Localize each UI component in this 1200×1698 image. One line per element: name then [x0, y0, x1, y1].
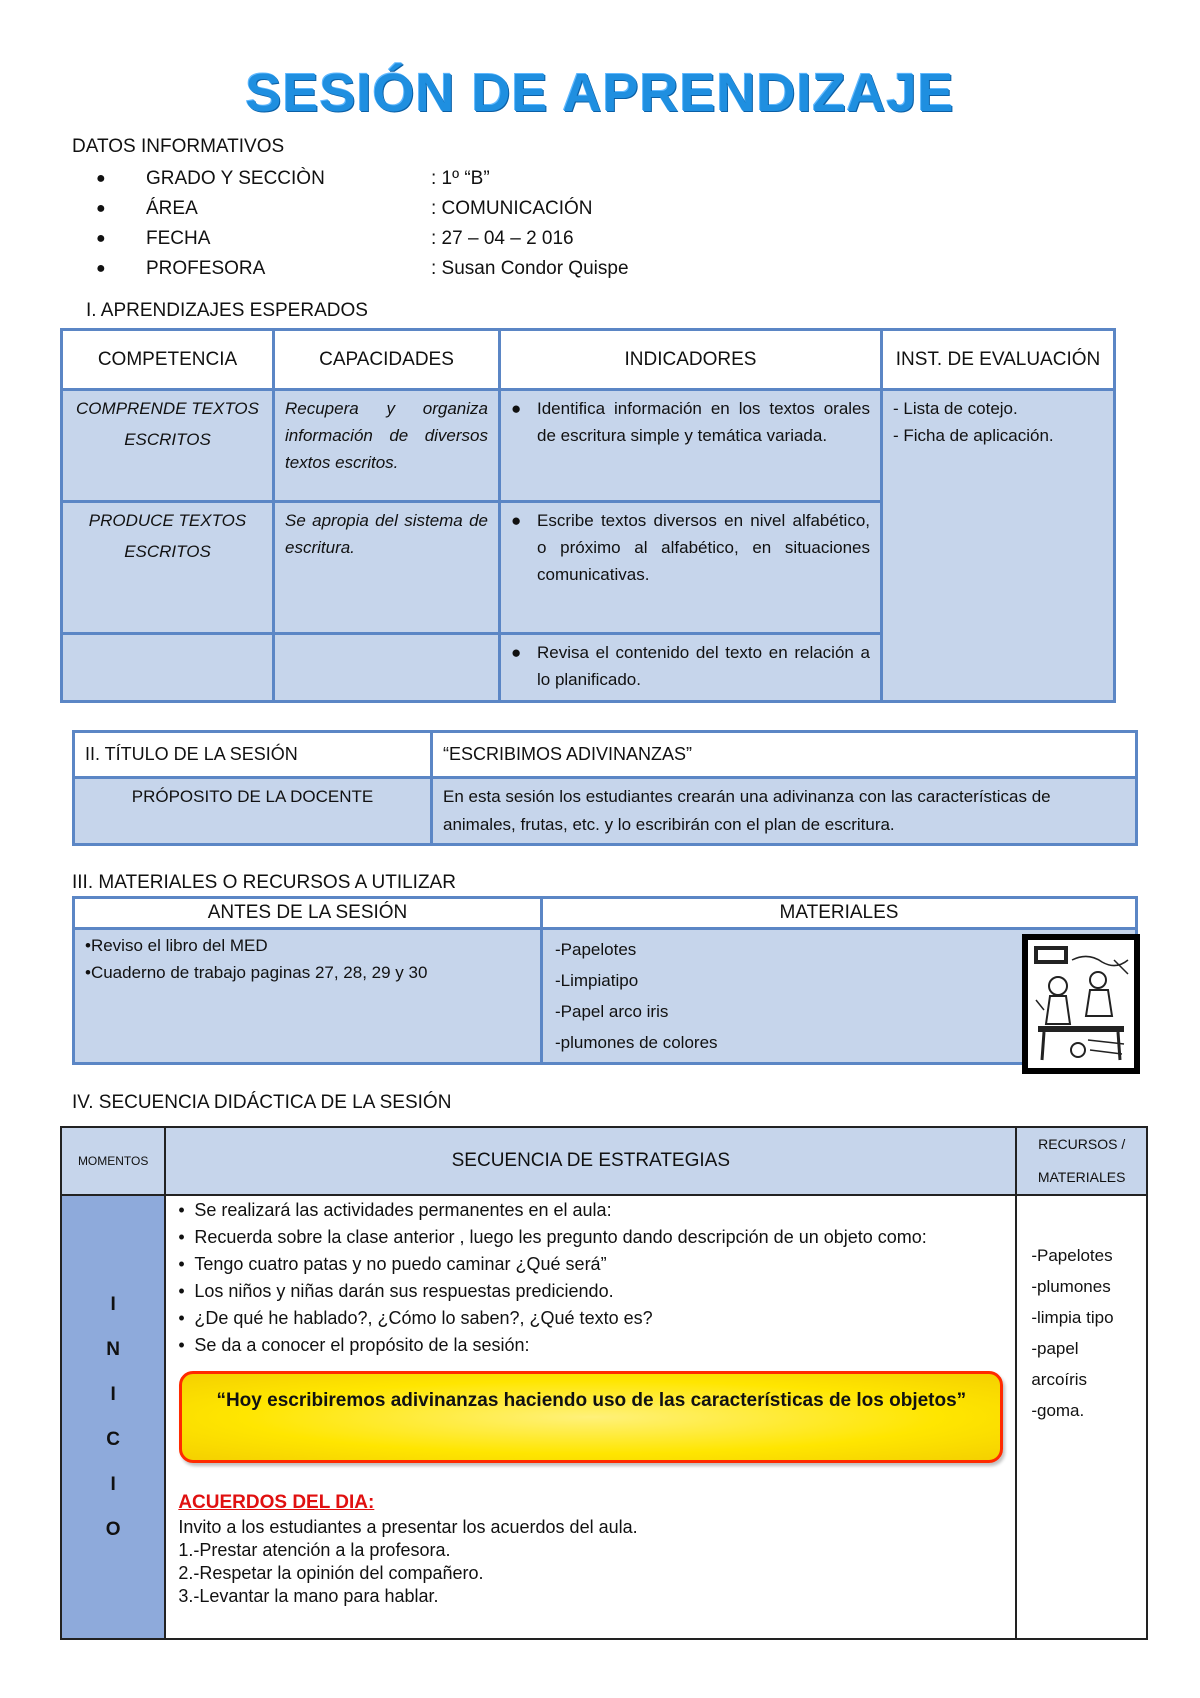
bullet-icon: ●	[511, 643, 522, 662]
th-indicadores: INDICADORES	[500, 330, 882, 390]
titulo-value: “ESCRIBIMOS ADIVINANZAS”	[432, 732, 1137, 778]
acuerdo-item: 2.-Respetar la opinión del compañero.	[178, 1563, 484, 1583]
bullet-icon: ●	[96, 230, 106, 247]
datos-value: : Susan Condor Quispe	[431, 258, 629, 279]
bullet-icon: ●	[511, 511, 522, 530]
titulo-table	[72, 730, 1138, 846]
list-item: • ¿De qué he hablado?, ¿Cómo lo saben?, ¿Qué texto es?	[178, 1308, 653, 1328]
acuerdo-item: 3.-Levantar la mano para hablar.	[178, 1586, 439, 1606]
recursos-cell	[1016, 1195, 1147, 1639]
antes-item: •Cuaderno de trabajo paginas 27, 28, 29 y 30	[85, 963, 428, 982]
section-1-heading: I. APRENDIZAJES ESPERADOS	[86, 300, 368, 321]
datos-label: GRADO Y SECCIÒN	[146, 168, 325, 189]
titulo-label: II. TÍTULO DE LA SESIÓN	[74, 732, 432, 778]
th-antes: ANTES DE LA SESIÓN	[74, 898, 542, 929]
illustration-icon	[1028, 940, 1134, 1068]
classroom-illustration-image	[1022, 934, 1140, 1074]
th-secuencia: SECUENCIA DE ESTRATEGIAS	[165, 1127, 1016, 1195]
th-instrumentos: INST. DE EVALUACIÓN	[882, 330, 1115, 390]
datos-item	[72, 164, 831, 194]
section-4-heading: IV. SECUENCIA DIDÁCTICA DE LA SESIÓN	[72, 1092, 452, 1113]
acuerdo-item: 1.-Prestar atención a la profesora.	[178, 1540, 451, 1560]
list-item: • Se realizará las actividades permanentes en el aula:	[178, 1200, 612, 1220]
datos-label: PROFESORA	[146, 258, 266, 279]
recurso-item: -plumones	[1031, 1277, 1111, 1296]
acuerdos-intro: Invito a los estudiantes a presentar los acuerdos del aula.	[178, 1517, 638, 1537]
datos-item	[72, 254, 831, 284]
proposito-value: En esta sesión los estudiantes crearán una adivinanza con las características de animales, frutas, etc. y lo escribirán con el plan de escritura.	[432, 778, 1137, 845]
instrumento-item: - Ficha de aplicación.	[893, 426, 1054, 445]
purpose-banner: “Hoy escribiremos adivinanzas haciendo uso de las características de los objetos”	[179, 1371, 1003, 1463]
material-item: -Papel arco iris	[555, 1002, 669, 1021]
materiales-table	[72, 896, 1138, 1065]
document-title: SESIÓN DE APRENDIZAJE	[245, 63, 955, 123]
th-materiales: MATERIALES	[542, 898, 1137, 929]
material-item: -plumones de colores	[555, 1033, 718, 1052]
instrumento-item: - Lista de cotejo.	[893, 399, 1018, 418]
recurso-item: -goma.	[1031, 1401, 1085, 1420]
list-item: • Recuerda sobre la clase anterior , luego les pregunto dando descripción de un objeto como:	[178, 1227, 927, 1247]
datos-value: : 1º “B”	[431, 168, 490, 189]
datos-label: FECHA	[146, 228, 211, 249]
secuencia-cell	[165, 1195, 1016, 1639]
bullet-icon: ●	[96, 260, 106, 277]
th-momentos: MOMENTOS	[61, 1127, 165, 1195]
datos-label: ÁREA	[146, 198, 198, 219]
bullet-icon: ●	[96, 170, 106, 187]
competencia-2: PRODUCE TEXTOS ESCRITOS	[62, 502, 274, 634]
antes-cell	[74, 929, 542, 1064]
indicador-3: ● Revisa el contenido del texto en relación a lo planificado.	[500, 634, 882, 702]
datos-value: : 27 – 04 – 2 016	[431, 228, 574, 249]
recurso-item: arcoíris	[1031, 1370, 1088, 1389]
acuerdos-title: ACUERDOS DEL DIA:	[178, 1492, 375, 1513]
th-recursos: RECURSOS / MATERIALES	[1016, 1127, 1147, 1195]
indicador-1: ● Identifica información en los textos orales de escritura simple y temática variada.	[500, 390, 882, 502]
bullet-icon: ●	[511, 399, 522, 418]
recurso-item: -papel	[1031, 1339, 1079, 1358]
recurso-item: -Papelotes	[1031, 1246, 1113, 1265]
antes-item: •Reviso el libro del MED	[85, 936, 268, 955]
datos-item	[72, 224, 831, 254]
list-item: • Se da a conocer el propósito de la sesión:	[178, 1335, 530, 1355]
datos-value: : COMUNICACIÓN	[431, 198, 593, 219]
instrumentos-cell	[882, 390, 1115, 702]
material-item: -Limpiatipo	[555, 971, 639, 990]
datos-item	[72, 194, 831, 224]
indicador-2: ● Escribe textos diversos en nivel alfabético, o próximo al alfabético, en situaciones comunicativas.	[500, 502, 882, 634]
list-item: • Los niños y niñas darán sus respuestas prediciendo.	[178, 1281, 614, 1301]
section-3-heading: III. MATERIALES O RECURSOS A UTILIZAR	[72, 872, 456, 893]
th-capacidades: CAPACIDADES	[274, 330, 500, 390]
capacidad-2: Se apropia del sistema de escritura.	[274, 502, 500, 634]
datos-header: DATOS INFORMATIVOS	[72, 136, 285, 157]
datos-informativos	[72, 136, 831, 284]
empty-cell	[62, 634, 274, 702]
proposito-label: PRÓPOSITO DE LA DOCENTE	[74, 778, 432, 845]
aprendizajes-table	[60, 328, 1116, 703]
momento-inicio: I N I C I O	[61, 1195, 165, 1639]
material-item: -Papelotes	[555, 940, 637, 959]
capacidad-1: Recupera y organiza información de diversos textos escritos.	[274, 390, 500, 502]
list-item: • Tengo cuatro patas y no puedo caminar ¿Qué será”	[178, 1254, 607, 1274]
empty-cell	[274, 634, 500, 702]
recurso-item: -limpia tipo	[1031, 1308, 1114, 1327]
competencia-1: COMPRENDE TEXTOS ESCRITOS	[62, 390, 274, 502]
secuencia-table	[60, 1126, 1148, 1640]
bullet-icon: ●	[96, 200, 106, 217]
th-competencia: COMPETENCIA	[62, 330, 274, 390]
